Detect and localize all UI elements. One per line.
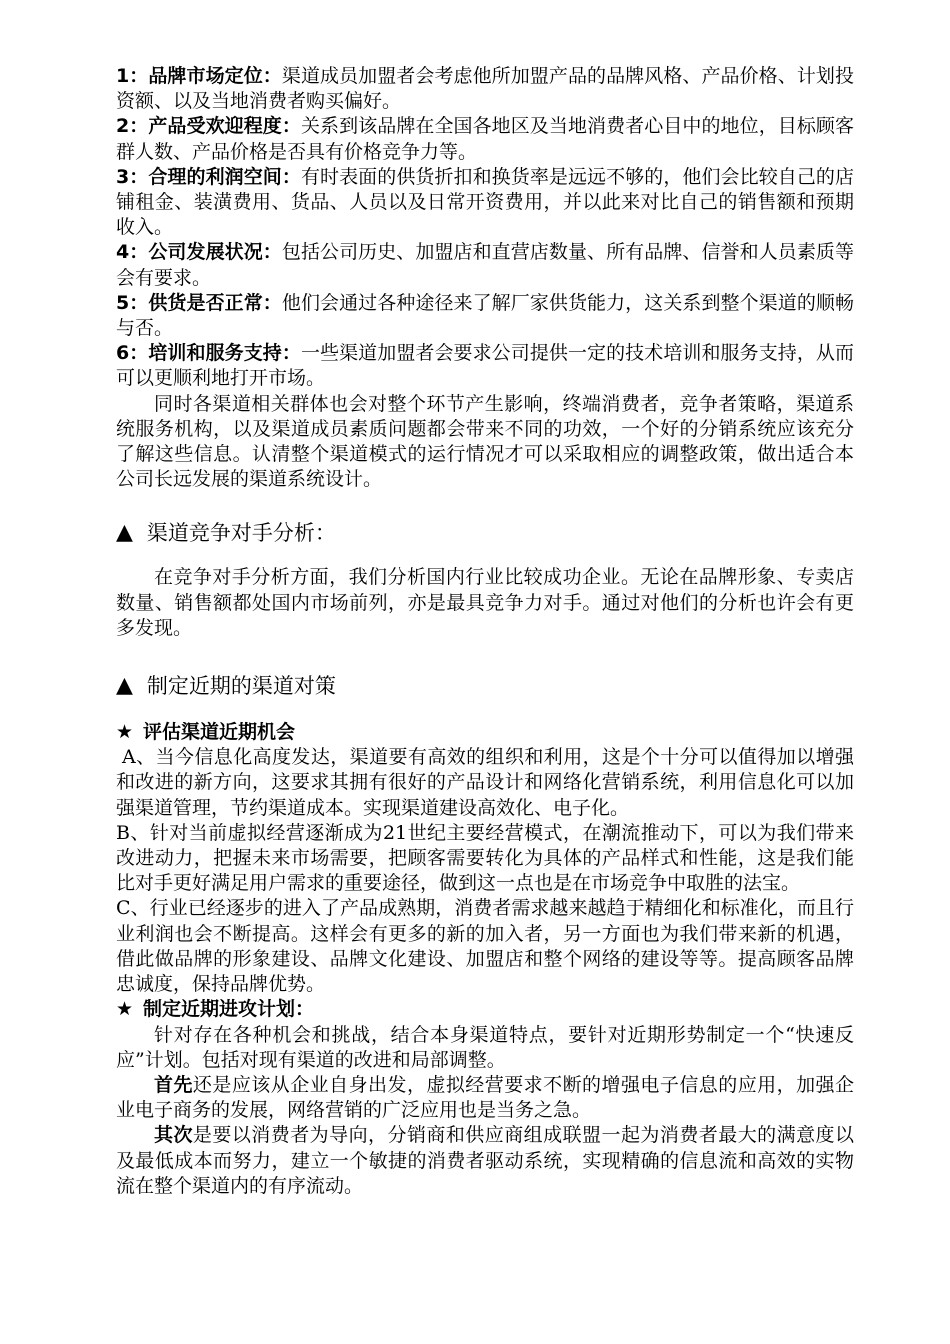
factor-label: 4：公司发展状况：: [116, 241, 282, 264]
second-label: 其次: [154, 1124, 193, 1147]
factor-6: [116, 341, 854, 391]
attack-plan-first: [116, 1073, 854, 1123]
factor-label: 5：供货是否正常：: [116, 291, 282, 314]
subheading-opportunities: [116, 720, 854, 745]
triangle-icon: ▲: [116, 520, 133, 546]
star-icon: ★: [116, 721, 134, 744]
factor-text: 他们会通过各种途径来了解厂家供货能力，这关系到整个渠道的顺畅与否。: [116, 291, 854, 340]
factor-label: 6：培训和服务支持：: [116, 342, 301, 365]
section-title: 制定近期的渠道对策: [146, 674, 336, 699]
factor-label: 3：合理的利润空间：: [116, 165, 301, 188]
factor-text: 关系到该品牌在全国各地区及当地消费者心目中的地位，目标顾客群人数、产品价格是否具有价格竞争力等。: [116, 115, 854, 163]
factor-text: 一些渠道加盟者会要求公司提供一定的技术培训和服务支持，从而可以更顺利地打开市场。: [116, 342, 854, 390]
attack-plan-intro: 针对存在各种机会和挑战，结合本身渠道特点，要针对近期形势制定一个“快速反应”计划。包括对现有渠道的改进和局部调整。: [116, 1023, 854, 1071]
factor-label: 1：品牌市场定位：: [116, 65, 282, 87]
star-icon: ★: [116, 998, 134, 1021]
opportunity-c: C、行业已经逐步的进入了产品成熟期，消费者需求越来越趋于精细化和标准化，而且行业利润也会不断提高。这样会有更多的新的加入者，另一方面也为我们带来新的机遇，借此做品牌的形象建设、品牌文化建设、加盟店和整个网络的建设等等。提高顾客品牌忠诚度，保持品牌优势。: [116, 897, 854, 996]
factor-3: [116, 165, 854, 241]
opportunity-a: A、当今信息化高度发达，渠道要有高效的组织和利用，这是个十分可以值得加以增强和改进的新方向，这要求其拥有很好的产品设计和网络化营销系统，利用信息化可以加强渠道管理，节约渠道成本。实现渠道建设高效化、电子化。: [116, 746, 854, 819]
section-heading-strategy: [116, 672, 854, 700]
competitor-paragraph: 在竞争对手分析方面，我们分析国内行业比较成功企业。无论在品牌形象、专卖店数量、销售额都处国内市场前列，亦是最具竞争力对手。通过对他们的分析也许会有更多发现。: [116, 566, 854, 639]
subheading-attack-plan: [116, 997, 854, 1022]
subheading-title: 制定近期进攻计划：: [143, 998, 315, 1021]
first-label: 首先: [154, 1073, 193, 1096]
factor-2: [116, 114, 854, 164]
factor-label: 2：产品受欢迎程度：: [116, 115, 301, 138]
section-heading-competitor: [116, 519, 854, 547]
subheading-title: 评估渠道近期机会: [143, 721, 296, 744]
factor-text: 包括公司历史、加盟店和直营店数量、所有品牌、信誉和人员素质等会有要求。: [116, 241, 854, 289]
attack-plan-second: [116, 1123, 854, 1199]
factor-text: 渠道成员加盟者会考虑他所加盟产品的品牌风格、产品价格、计划投资额、以及当地消费者购买偏好。: [116, 65, 854, 113]
first-text: 还是应该从企业自身出发，虚拟经营要求不断的增强电子信息的应用，加强企业电子商务的发展，网络营销的广泛应用也是当务之急。: [116, 1073, 854, 1122]
second-text: 是要以消费者为导向，分销商和供应商组成联盟一起为消费者最大的满意度以及最低成本而努力，建立一个敏捷的消费者驱动系统，实现精确的信息流和高效的实物流在整个渠道内的有序流动。: [116, 1124, 854, 1197]
summary-paragraph: 同时各渠道相关群体也会对整个环节产生影响，终端消费者，竞争者策略，渠道系统服务机构，以及渠道成员素质问题都会带来不同的功效，一个好的分销系统应该充分了解这些信息。认清整个渠道模式的运行情况才可以采取相应的调整政策，做出适合本公司长远发展的渠道系统设计。: [116, 392, 854, 491]
factor-4: [116, 240, 854, 290]
factor-5: [116, 291, 854, 341]
opportunity-b: B、针对当前虚拟经营逐渐成为21世纪主要经营模式，在潮流推动下，可以为我们带来改进动力，把握未来市场需要，把顾客需要转化为具体的产品样式和性能，这是我们能比对手更好满足用户需求的重要途径，做到这一点也是在市场竞争中取胜的法宝。: [116, 821, 854, 895]
triangle-icon: ▲: [116, 673, 133, 699]
factor-text: 有时表面的供货折扣和换货率是远远不够的，他们会比较自己的店铺租金、装潢费用、货品、人员以及日常开资费用，并以此来对比自己的销售额和预期收入。: [116, 165, 854, 239]
section-title: 渠道竞争对手分析：: [146, 521, 336, 546]
factor-1: [116, 64, 854, 114]
